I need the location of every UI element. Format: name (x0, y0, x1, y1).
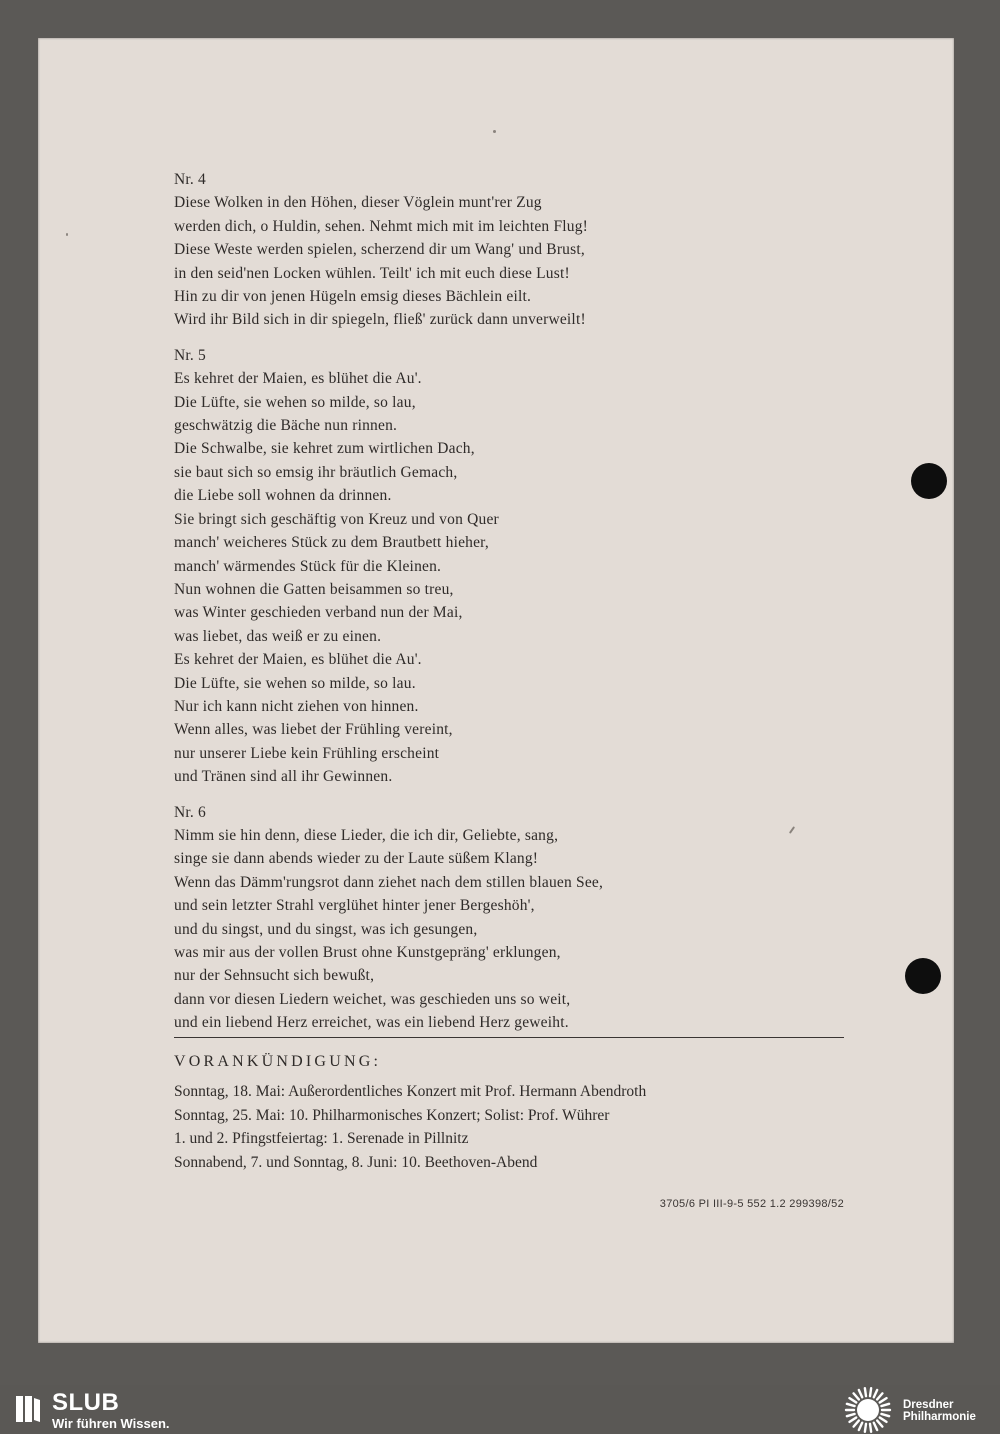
verse-line: Hin zu dir von jenen Hügeln emsig dieses Bächlein eilt. (174, 288, 532, 306)
section-heading: Nr. 5 (174, 346, 206, 364)
verse-line: Nimm sie hin denn, diese Lieder, die ich dir, Geliebte, sang, (174, 826, 559, 844)
verse-line: Sie bringt sich geschäftig von Kreuz und von Quer (174, 510, 499, 528)
verse-line: sie baut sich so emsig ihr bräutlich Gemach, (174, 463, 458, 481)
partner-name[interactable] (903, 1399, 976, 1423)
verse-line: in den seid'nen Locken wühlen. Teilt' ich mit euch diese Lust! (174, 264, 570, 282)
punch-hole (905, 958, 941, 994)
verse-line: manch' wärmendes Stück für die Kleinen. (174, 557, 442, 575)
verse-line: Die Schwalbe, sie kehret zum wirtlichen Dach, (174, 440, 475, 458)
sunburst-ray (865, 1388, 866, 1396)
paper-speck (493, 130, 496, 133)
verse-line: Nun wohnen die Gatten beisammen so treu, (174, 580, 454, 598)
verse-line: Es kehret der Maien, es blühet die Au'. (174, 651, 422, 669)
punch-hole (911, 463, 947, 499)
verse-line: und du singst, und du singst, was ich gesungen, (174, 920, 478, 938)
sunburst-ray (854, 1393, 859, 1399)
sunburst-ray (870, 1424, 871, 1432)
song-section-6 (174, 801, 854, 1035)
verse-line: was mir aus der vollen Brust ohne Kunstgepräng' erklungen, (174, 944, 561, 961)
sunburst-ray (870, 1388, 871, 1396)
partner-name-line: Philharmonie (903, 1411, 976, 1423)
verse-line: was liebet, das weiß er zu einen. (174, 627, 382, 645)
song-texts (174, 168, 854, 1047)
verse-line: nur der Sehnsucht sich bewußt, (174, 967, 375, 985)
verse-line: singe sie dann abends wieder zu der Laute süßem Klang! (174, 850, 539, 868)
verse-line: und sein letzter Strahl verglühet hinter jener Bergeshöh', (174, 897, 535, 915)
verse-line: Die Lüfte, sie wehen so milde, so lau, (174, 393, 416, 411)
sunburst-ray (880, 1418, 887, 1422)
sunburst-ray (880, 1398, 887, 1402)
stanza (174, 191, 854, 331)
section-heading: Nr. 6 (174, 803, 206, 821)
sunburst-ray (874, 1423, 877, 1430)
book-icon (14, 1394, 42, 1424)
sunburst-ray (849, 1418, 856, 1422)
sunburst-ray (877, 1421, 882, 1427)
verse-line: nur unserer Liebe kein Frühling erscheint (174, 744, 440, 762)
song-section-5 (174, 344, 854, 789)
verse-line: was Winter geschieden verband nun der Mai, (174, 604, 463, 622)
verse-line: Diese Weste werden spielen, scherzend dir um Wang' und Brust, (174, 241, 585, 259)
announcement-item: 1. und 2. Pfingstfeiertag: 1. Serenade in Pillnitz (174, 1130, 469, 1148)
library-name[interactable]: SLUB (52, 1389, 120, 1416)
verse-line: Wenn das Dämm'rungsrot dann ziehet nach dem stillen blauen See, (174, 873, 604, 891)
stanza (174, 824, 854, 1035)
verse-line: die Liebe soll wohnen da drinnen. (174, 487, 392, 505)
library-slogan: Wir führen Wissen. (52, 1416, 170, 1431)
sunburst-ray (881, 1414, 889, 1416)
announcement-item: Sonntag, 18. Mai: Außerordentliches Konzert mit Prof. Hermann Abendroth (174, 1083, 647, 1100)
verse-line: Es kehret der Maien, es blühet die Au'. (174, 370, 422, 388)
sunburst-ray (874, 1390, 877, 1397)
verse-line: und Tränen sind all ihr Gewinnen. (174, 768, 393, 786)
sunburst-ray (847, 1414, 855, 1416)
horizontal-divider (174, 1037, 844, 1038)
sunburst-ray (859, 1423, 862, 1430)
sunburst-ray (881, 1404, 889, 1406)
announcement-title: VORANKÜNDIGUNG: (174, 1053, 382, 1070)
sunburst-ray (847, 1404, 855, 1406)
announcement-block (174, 1050, 854, 1174)
stanza (174, 367, 854, 788)
verse-line: Diese Wolken in den Höhen, dieser Vöglein munt'rer Zug (174, 194, 542, 212)
verse-line: und ein liebend Herz erreichet, was ein liebend Herz geweiht. (174, 1014, 569, 1032)
verse-line: Wird ihr Bild sich in dir spiegeln, fließ' zurück dann unverweilt! (174, 311, 586, 329)
verse-line: geschwätzig die Bäche nun rinnen. (174, 417, 398, 435)
verse-line: manch' weicheres Stück zu dem Brautbett hieher, (174, 534, 490, 552)
partner-name-line: Dresdner (903, 1399, 954, 1411)
verse-line: werden dich, o Huldin, sehen. Nehmt mich mit im leichten Flug! (174, 217, 589, 235)
sunburst-ray (849, 1398, 856, 1402)
verse-line: dann vor diesen Liedern weichet, was geschieden uns so weit, (174, 990, 571, 1008)
announcement-item: Sonnabend, 7. und Sonntag, 8. Juni: 10. Beethoven-Abend (174, 1153, 538, 1171)
verse-line: Wenn alles, was liebet der Frühling vereint, (174, 721, 453, 739)
paper-speck (66, 233, 68, 236)
announcement-item: Sonntag, 25. Mai: 10. Philharmonisches Konzert; Solist: Prof. Wührer (174, 1106, 610, 1124)
sunburst-ray (865, 1424, 866, 1432)
announcement-list (174, 1080, 854, 1174)
sunburst-ray (859, 1390, 862, 1397)
footer-bar (0, 1385, 1000, 1434)
sunburst-ray (877, 1393, 882, 1399)
sunburst-ray (854, 1421, 859, 1427)
verse-line: Nur ich kann nicht ziehen von hinnen. (174, 697, 419, 715)
section-heading: Nr. 4 (174, 171, 206, 188)
sunburst-icon (842, 1386, 894, 1434)
print-code: 3705/6 PI III-9-5 552 1.2 299398/52 (659, 1198, 844, 1210)
song-section-4 (174, 168, 854, 332)
verse-line: Die Lüfte, sie wehen so milde, so lau. (174, 674, 416, 692)
